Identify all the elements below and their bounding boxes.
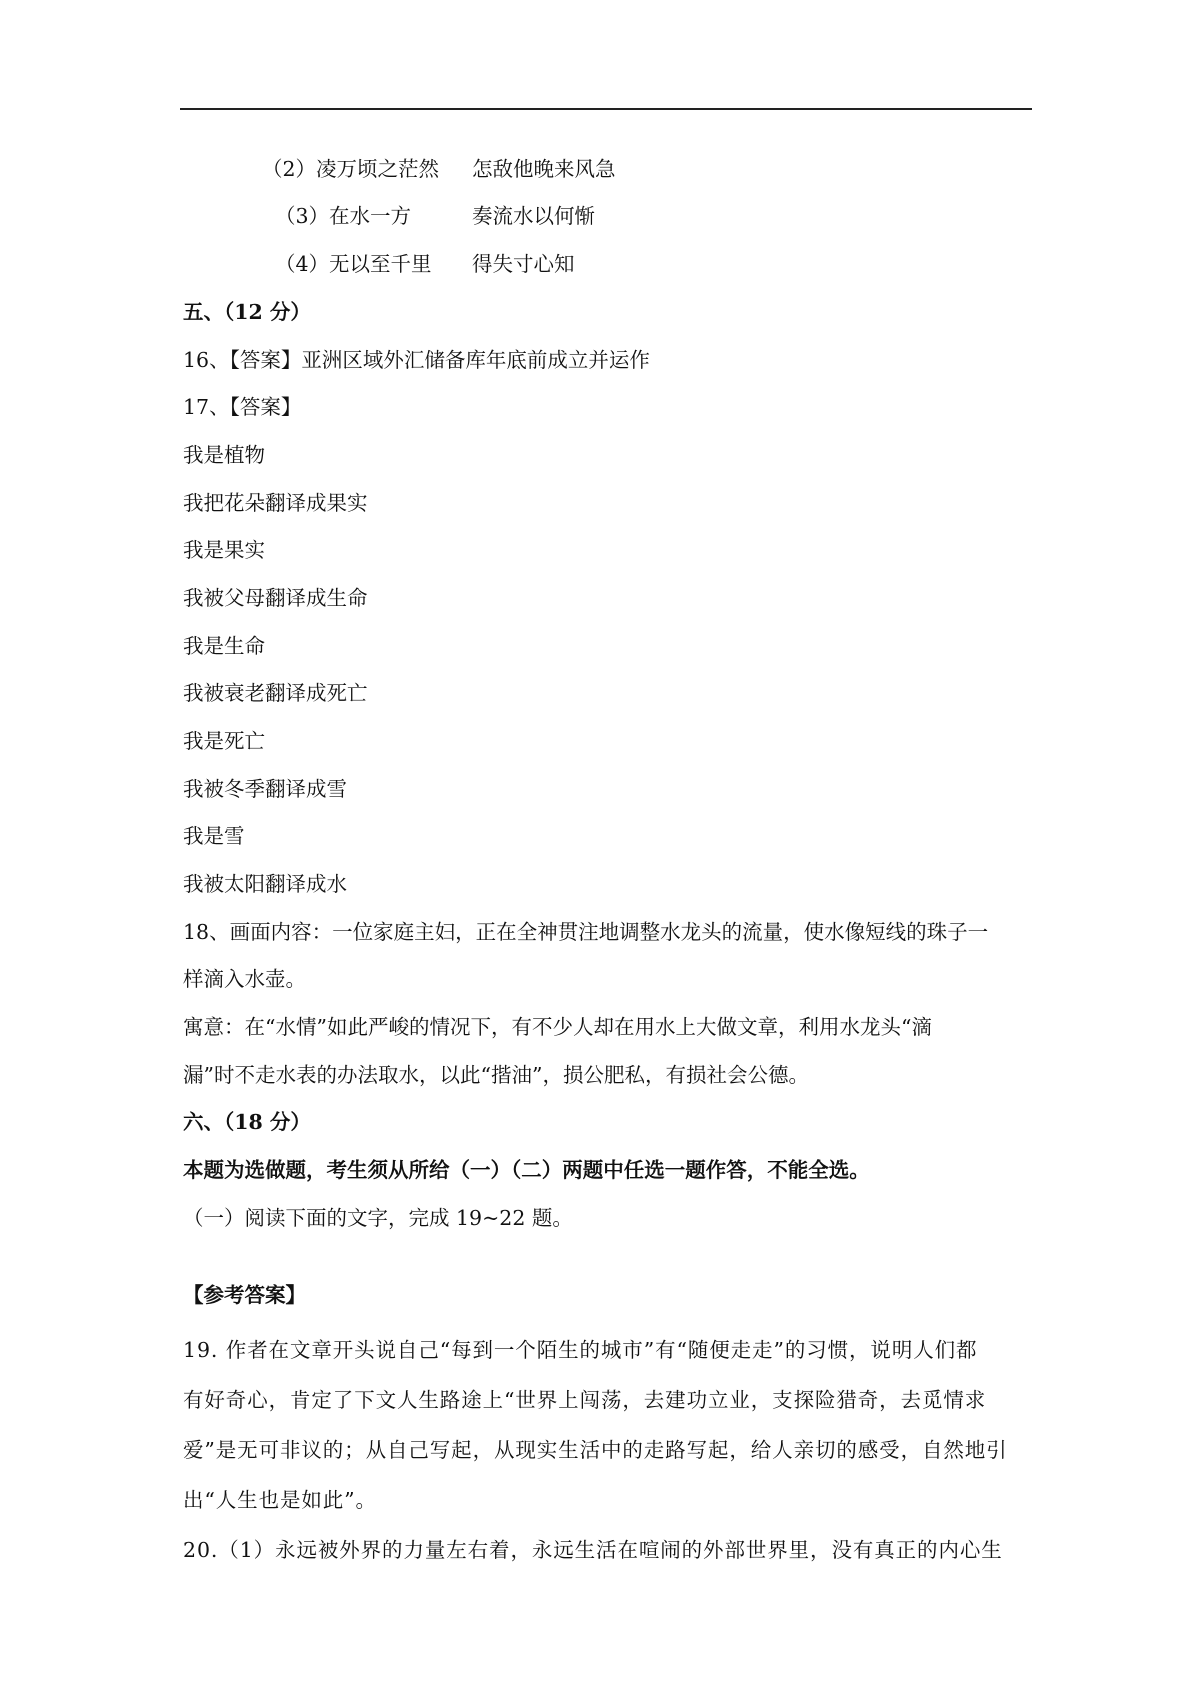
q17-heading: 17、【答案】: [183, 395, 302, 419]
q17-line: 我被太阳翻译成水: [183, 872, 347, 896]
q19-answer-line: 出“人生也是如此”。: [183, 1488, 377, 1512]
reference-answer-heading: 【参考答案】: [183, 1283, 306, 1307]
q17-line: 我把花朵翻译成果实: [183, 491, 368, 515]
q17-line: 我被父母翻译成生命: [183, 586, 368, 610]
q17-line: 我被衰老翻译成死亡: [183, 681, 368, 705]
q19-answer-line: 爱”是无可非议的；从自己写起，从现实生活中的走路写起，给人亲切的感受，自然地引: [183, 1438, 1008, 1462]
q18-content-line: 样滴入水壶。: [183, 967, 306, 991]
q18-meaning-line: 寓意：在“水情”如此严峻的情况下，有不少人却在用水上大做文章，利用水龙头“滴: [183, 1015, 932, 1039]
q18-meaning-line: 漏”时不走水表的办法取水，以此“揩油”，损公肥私，有损社会公德。: [183, 1063, 809, 1087]
section6-subheading: （一）阅读下面的文字，完成 19~22 题。: [183, 1206, 573, 1230]
header-rule: [180, 108, 1032, 110]
q17-line: 我被冬季翻译成雪: [183, 777, 347, 801]
poem-pair-3: （3）在水一方 奏流水以何惭: [275, 204, 595, 228]
section6-note: 本题为选做题，考生须从所给（一）（二）两题中任选一题作答，不能全选。: [183, 1158, 870, 1182]
q18-content-line: 18、画面内容：一位家庭主妇，正在全神贯注地调整水龙头的流量，使水像短线的珠子一: [183, 920, 989, 944]
q17-line: 我是植物: [183, 443, 265, 467]
q19-answer-line: 19. 作者在文章开头说自己“每到一个陌生的城市”有“随便走走”的习惯，说明人们都: [183, 1338, 978, 1362]
section6-heading: 六、（18 分）: [183, 1110, 311, 1134]
q17-line: 我是雪: [183, 824, 245, 848]
section5-heading: 五、（12 分）: [183, 300, 311, 324]
q16-answer: 16、【答案】亚洲区域外汇储备库年底前成立并运作: [183, 348, 650, 372]
q17-line: 我是果实: [183, 538, 265, 562]
poem-pair-2: （2）凌万顷之茫然 怎敌他晚来风急: [262, 157, 616, 181]
q19-answer-line: 有好奇心，肯定了下文人生路途上“世界上闯荡，去建功立业，支探险猎奇，去觅情求: [183, 1388, 987, 1412]
q17-line: 我是死亡: [183, 729, 265, 753]
q20-answer-line: 20.（1）永远被外界的力量左右着，永远生活在喧闹的外部世界里，没有真正的内心生: [183, 1538, 1003, 1562]
poem-pair-4: （4）无以至千里 得失寸心知: [275, 252, 575, 276]
q17-line: 我是生命: [183, 634, 265, 658]
